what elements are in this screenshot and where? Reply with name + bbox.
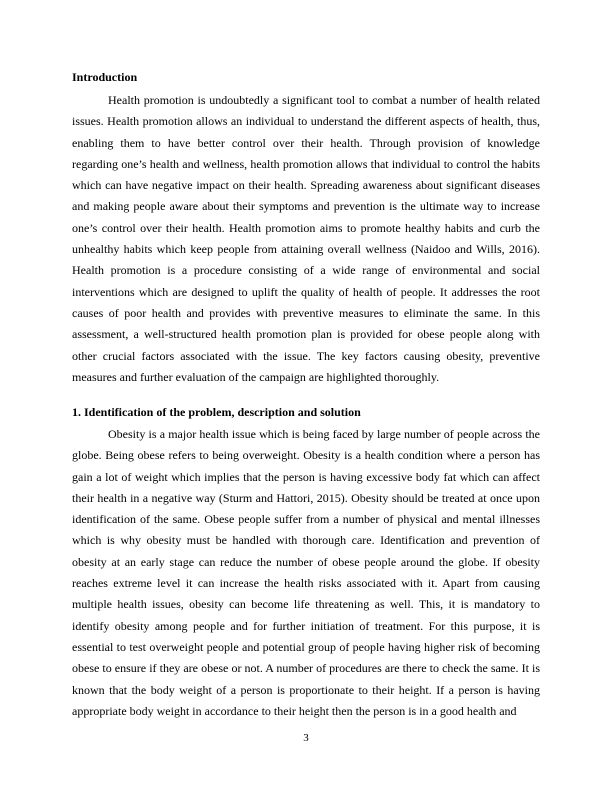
section-heading-identification: 1. Identification of the problem, description and solution [72, 405, 361, 419]
section-heading-introduction: Introduction [72, 70, 138, 84]
identification-paragraph: Obesity is a major health issue which is being faced by large number of people across the globe. Being obese refers to being overweight. Obesity is a health condition where a person has gain a lot of weight which implies that the person is having excessive body fat which can affect their health in a negative way (Sturm and Hattori, 2015). Obesity should be treated at once upon identification of the same. Obese people suffer from a number of physical and mental illnesses which is why obesity must be handled with thorough care. Identification and prevention of obesity at an early stage can reduce the number of obese people around the globe. If obesity reaches extreme level it can increase the health risks associated with it. Apart from causing multiple health issues, obesity can become life threatening as well. This, it is mandatory to identify obesity among people and for further initiation of treatment. For this purpose, it is essential to test overweight people and potential group of people having higher risk of becoming obese to ensure if they are obese or not. A number of procedures are there to check the same. It is known that the body weight of a person is proportionate to their height. If a person is having appropriate body weight in accordance to their height then the person is in a good health and [72, 427, 540, 718]
page-number: 3 [303, 732, 309, 744]
introduction-paragraph: Health promotion is undoubtedly a significant tool to combat a number of health related issues. Health promotion allows an individual to understand the different aspects of health, thus, enabling them to have better control over their health. Through provision of knowledge regarding one’s health and wellness, health promotion allows that individual to control the habits which can have negative impact on their health. Spreading awareness about significant diseases and making people aware about their symptoms and prevention is the ultimate way to increase one’s control over their health. Health promotion aims to promote healthy habits and curb the unhealthy habits which keep people from attaining overall wellness (Naidoo and Wills, 2016). Health promotion is a procedure consisting of a wide range of environmental and social interventions which are designed to uplift the quality of health of people. It addresses the root causes of poor health and provides with preventive measures to eliminate the same. In this assessment, a well-structured health promotion plan is provided for obese people along with other crucial factors associated with the issue. The key factors causing obesity, preventive measures and further evaluation of the campaign are highlighted thoroughly. [72, 93, 540, 384]
